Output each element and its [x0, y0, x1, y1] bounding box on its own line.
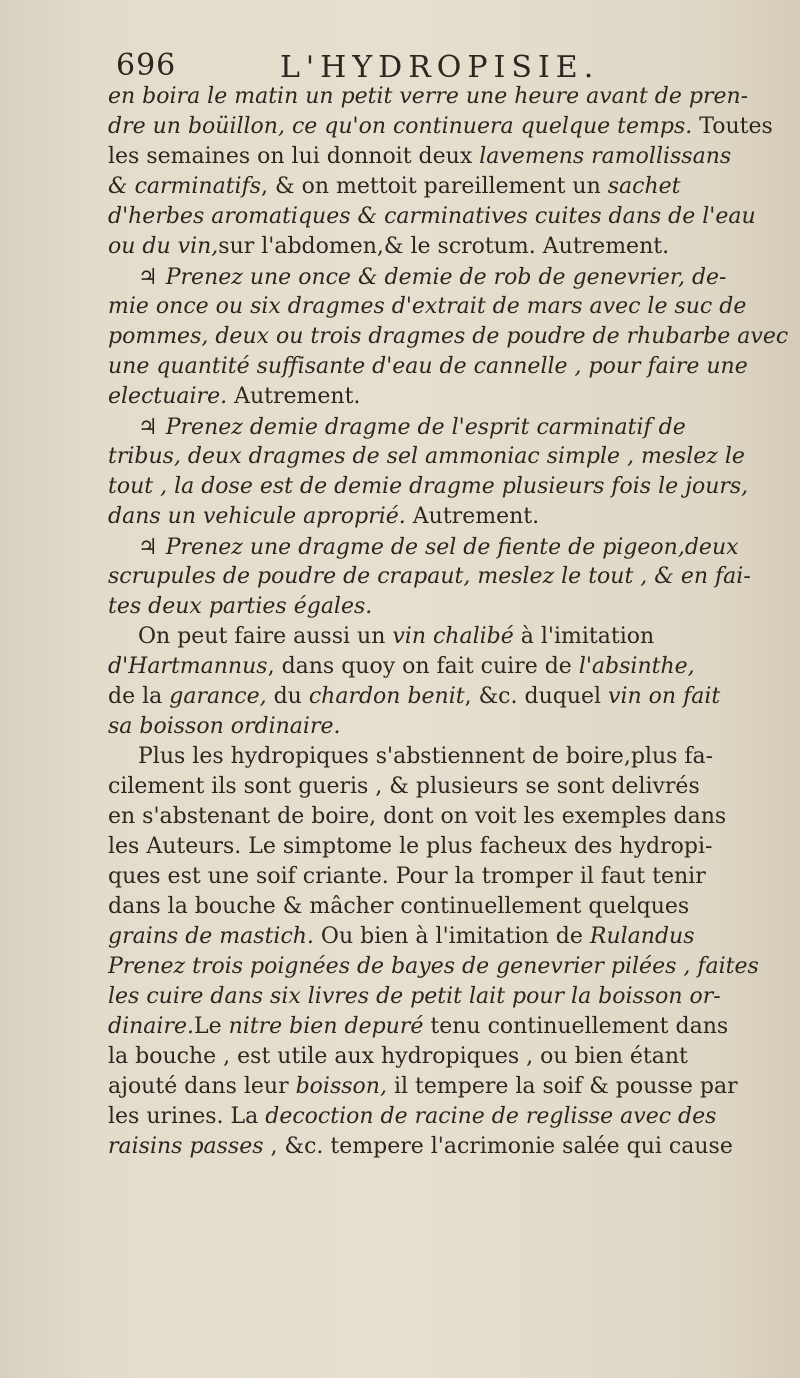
text-segment: raisins passes — [108, 1134, 264, 1159]
text-segment: , &c. tempere l'acrimonie salée qui cause — [263, 1134, 733, 1159]
text-line — [108, 922, 738, 952]
text-line — [108, 862, 738, 892]
text-line — [108, 772, 738, 802]
text-segment: Autrement. — [412, 504, 540, 529]
text-line — [108, 562, 751, 592]
text-segment: du — [266, 684, 309, 709]
text-line — [108, 352, 748, 382]
text-line — [108, 652, 738, 682]
text-segment: tribus, deux dragmes de sel ammoniac simple , meslez le — [108, 444, 745, 469]
text-segment: , & on mettoit pareillement un — [261, 174, 608, 199]
text-segment: lavemens ramollissans — [479, 144, 732, 169]
text-segment: d'herbes aromatiques & carminatives cuites dans de l'eau — [108, 204, 756, 229]
text-line — [108, 82, 749, 112]
text-segment: sur l'abdomen,& le scrotum. Autrement. — [218, 234, 670, 259]
text-line — [108, 952, 759, 982]
text-line — [108, 682, 738, 712]
text-segment: il tempere la soif & pousse par — [386, 1074, 738, 1099]
text-segment: Prenez trois poignées de bayes de genevrier pilées , faites — [108, 954, 759, 979]
text-line — [108, 742, 738, 772]
text-line — [108, 832, 738, 862]
text-segment: vin chalibé — [392, 624, 514, 649]
text-line — [108, 172, 738, 202]
text-line — [108, 262, 738, 292]
text-line — [108, 502, 738, 532]
text-line — [108, 112, 773, 142]
text-segment: ajouté dans leur — [108, 1074, 296, 1099]
text-segment: ou du vin, — [108, 234, 219, 259]
text-segment: sachet — [607, 174, 681, 199]
text-segment: à l'imitation — [513, 624, 655, 649]
text-segment: tout , la dose est de demie dragme plusieurs fois le jours, — [108, 474, 749, 499]
text-segment: dans la bouche & mâcher continuellement quelques — [108, 894, 690, 919]
text-line — [108, 1072, 738, 1102]
text-segment: nitre bien depuré — [228, 1014, 424, 1039]
recipe-symbol: ♃ — [138, 534, 158, 560]
text-segment: scrupules de poudre de crapaut, meslez le tout , & en fai- — [108, 564, 751, 589]
recipe-symbol: ♃ — [138, 414, 158, 440]
text-line — [108, 202, 756, 232]
text-line — [108, 382, 738, 412]
text-line — [108, 532, 738, 562]
text-segment: Autrement. — [234, 384, 361, 409]
text-line — [108, 442, 745, 472]
text-segment: les semaines on lui donnoit deux — [108, 144, 480, 169]
text-segment: tenu continuellement dans — [423, 1014, 729, 1039]
text-segment: garance, — [169, 684, 267, 709]
text-segment: Plus les hydropiques s'abstiennent de boire,plus fa- — [138, 744, 714, 769]
text-segment: les urines. La — [108, 1104, 266, 1129]
text-line — [108, 472, 749, 502]
page-body — [108, 82, 789, 1162]
text-segment: Prenez une once & demie de rob de genevrier, de- — [165, 265, 727, 290]
text-line — [108, 322, 789, 352]
page-number: 696 — [116, 48, 177, 83]
text-line — [108, 1042, 738, 1072]
text-segment: l'absinthe, — [578, 654, 695, 679]
text-segment: les cuire dans six livres de petit lait pour la boisson or- — [108, 984, 721, 1009]
text-segment: pommes, deux ou trois dragmes de poudre de rhubarbe avec — [108, 324, 789, 349]
text-segment: , &c. duquel — [464, 684, 609, 709]
text-segment: Ou bien à l'imitation de — [313, 924, 590, 949]
text-line — [108, 412, 738, 442]
text-line — [108, 712, 738, 742]
text-segment: tes deux parties égales. — [108, 594, 373, 619]
text-segment: grains de mastich. — [108, 924, 314, 949]
text-line — [108, 1012, 738, 1042]
running-title: L'HYDROPISIE. — [280, 50, 600, 85]
text-segment: Le — [193, 1014, 229, 1039]
text-segment: , dans quoy on fait cuire de — [267, 654, 579, 679]
text-segment: mie once ou six dragmes d'extrait de mars avec le suc de — [108, 294, 747, 319]
text-segment: boisson, — [295, 1074, 387, 1099]
text-line — [108, 622, 738, 652]
text-segment: Prenez une dragme de sel de fiente de pigeon,deux — [165, 535, 739, 560]
text-segment: vin on fait — [608, 684, 721, 709]
text-segment: de la — [108, 684, 170, 709]
text-segment: les Auteurs. Le simptome le plus facheux des hydropi- — [108, 834, 713, 859]
text-segment: une quantité suffisante d'eau de cannelle , pour faire une — [108, 354, 748, 379]
text-line — [108, 232, 738, 262]
text-segment: la bouche , est utile aux hydropiques , ou bien étant — [108, 1044, 688, 1069]
text-line — [108, 982, 738, 1012]
text-segment: cilement ils sont gueris , & plusieurs se sont delivrés — [108, 774, 700, 799]
text-segment: electuaire. — [108, 384, 235, 409]
text-segment: dans un vehicule aproprié. — [108, 504, 413, 529]
text-segment: dinaire. — [108, 1014, 194, 1039]
text-line — [108, 892, 738, 922]
text-segment: en s'abstenant de boire, dont on voit les exemples dans — [108, 804, 727, 829]
recipe-symbol: ♃ — [138, 264, 158, 290]
text-segment: sa boisson ordinaire. — [108, 714, 341, 739]
text-segment: & carminatifs — [108, 174, 262, 199]
text-segment: chardon benit — [308, 684, 465, 709]
text-segment: Rulandus — [589, 924, 695, 949]
text-segment: On peut faire aussi un — [138, 624, 393, 649]
text-line — [108, 592, 738, 622]
text-segment: dre un boüillon, ce qu'on continuera quelque temps. — [108, 114, 700, 139]
text-segment: en boira le matin un petit verre une heure avant de pren- — [108, 84, 749, 109]
text-line — [108, 802, 738, 832]
text-segment: decoction de racine de reglisse avec des — [265, 1104, 717, 1129]
text-segment: d'Hartmannus — [108, 654, 268, 679]
text-line — [108, 1132, 738, 1162]
text-segment: ques est une soif criante. Pour la tromper il faut tenir — [108, 864, 706, 889]
text-line — [108, 292, 747, 322]
text-line — [108, 142, 738, 172]
text-line — [108, 1102, 738, 1132]
text-segment: Toutes — [699, 114, 773, 139]
text-segment: Prenez demie dragme de l'esprit carminatif de — [165, 415, 686, 440]
